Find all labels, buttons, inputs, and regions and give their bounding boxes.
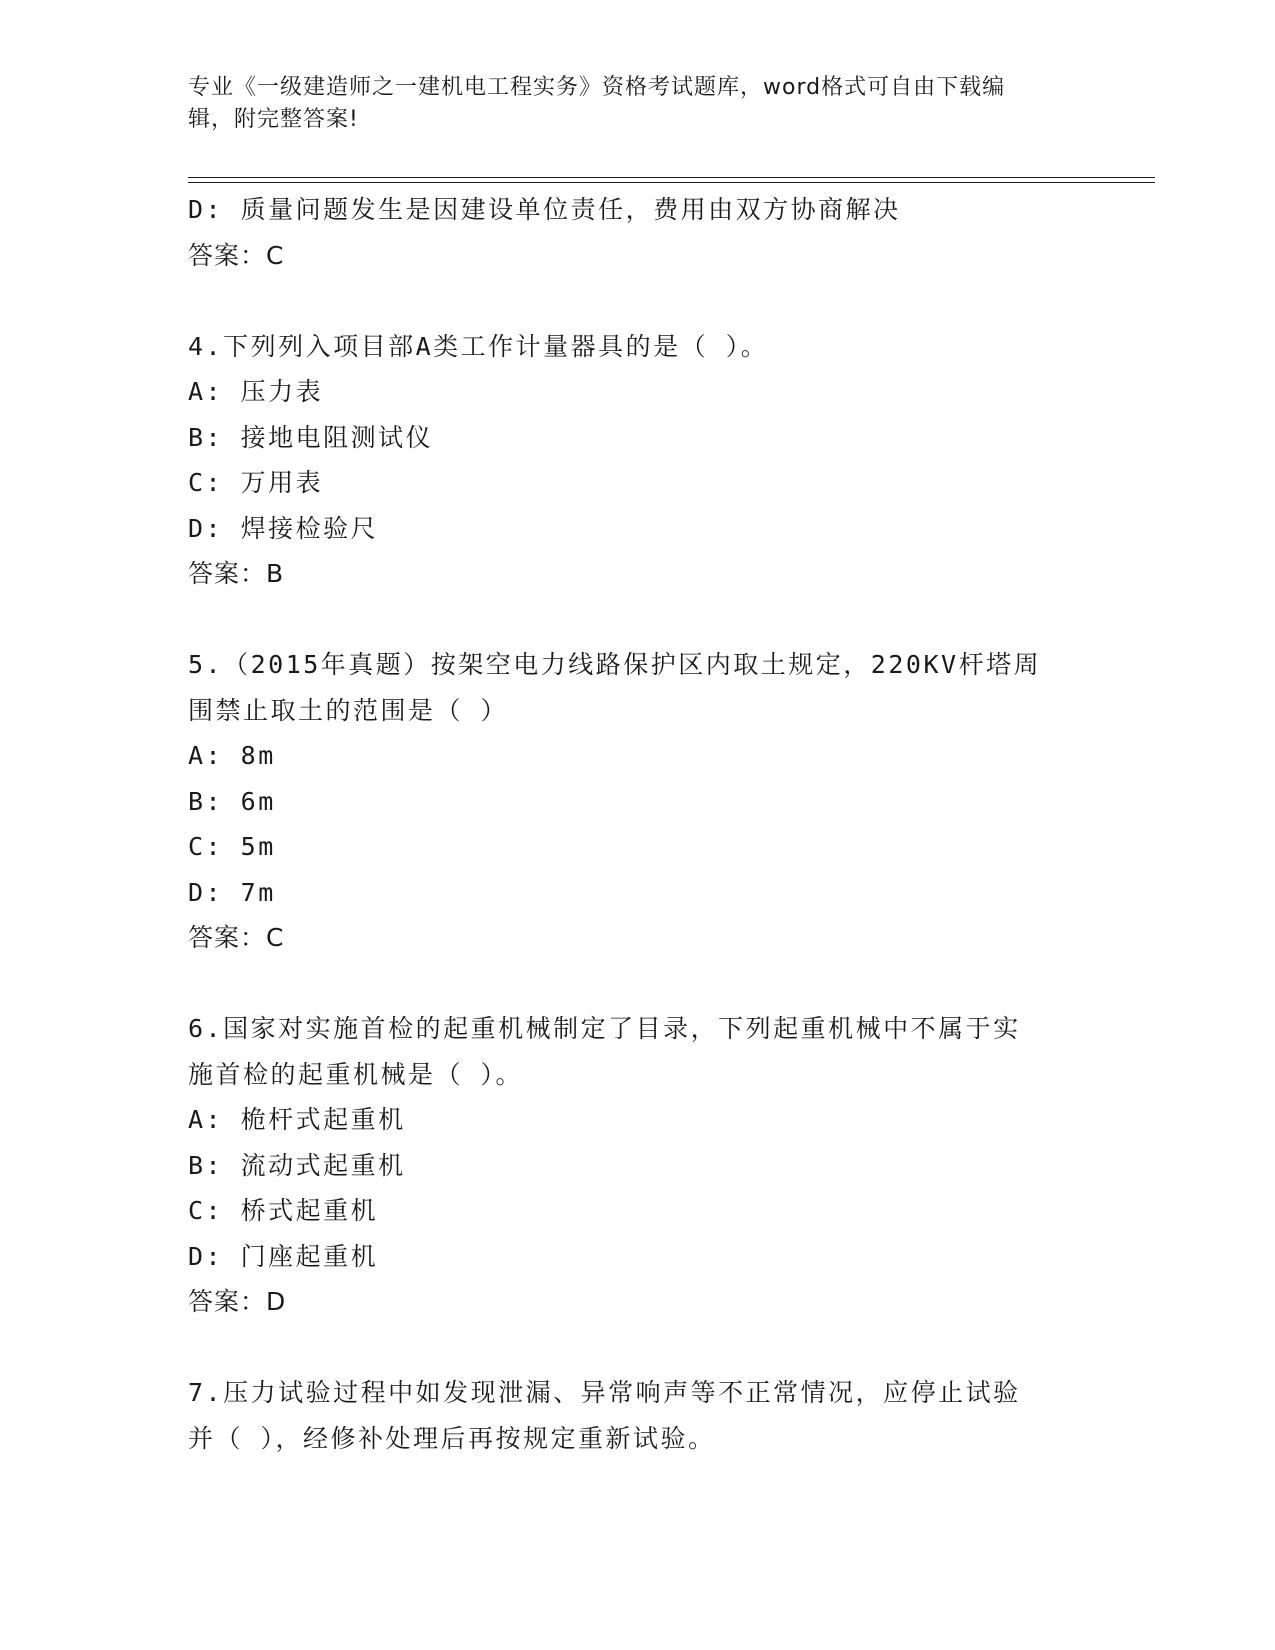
question-6-option-c: C: 桥式起重机 [188,1196,379,1225]
question-6-stem-line-1: 6.国家对实施首检的起重机械制定了目录，下列起重机械中不属于实 [188,1014,1021,1043]
spacer [188,597,1088,643]
header-divider-top [188,177,1155,178]
question-6-answer: 答案：D [188,1287,287,1316]
question-7-stem-line-1: 7.压力试验过程中如发现泄漏、异常响声等不正常情况，应停止试验 [188,1378,1021,1407]
question-5-stem-line-1: 5.（2015年真题）按架空电力线路保护区内取土规定，220KV杆塔周 [188,650,1042,679]
question-5-option-d: D: 7m [188,877,276,907]
question-3-tail [188,187,1088,278]
question-5 [188,642,1088,961]
spacer [188,961,1088,1007]
question-3-answer: 答案：C [188,240,285,270]
question-6-option-b: B: 流动式起重机 [188,1150,406,1180]
question-6-option-a: A: 桅杆式起重机 [188,1105,406,1134]
header-line-2: 辑，附完整答案! [188,107,359,132]
question-3-option-d: D: 质量问题发生是因建设单位责任，费用由双方协商解决 [188,195,901,224]
question-list [188,187,1088,1461]
question-4-option-a: A: 压力表 [188,377,324,406]
document-header [188,72,1068,136]
question-4 [188,324,1088,597]
question-6 [188,1006,1088,1325]
header-line-1: 专业《一级建造师之一建机电工程实务》资格考试题库，word格式可自由下载编 [188,75,1006,100]
question-7-stem-line-2: 并（ ），经修补处理后再按规定重新试验。 [188,1423,716,1453]
question-5-stem-line-2: 围禁止取土的范围是（ ） [188,695,509,725]
question-6-option-d: D: 门座起重机 [188,1241,379,1271]
question-4-answer: 答案：B [188,559,285,588]
question-5-option-c: C: 5m [188,832,276,861]
question-5-answer: 答案：C [188,923,285,952]
question-4-stem: 4.下列列入项目部A类工作计量器具的是（ ）。 [188,331,769,361]
question-4-option-b: B: 接地电阻测试仪 [188,422,434,452]
header-divider-bottom [188,182,1155,183]
question-5-option-b: B: 6m [188,786,276,816]
question-5-option-a: A: 8m [188,741,276,770]
question-7 [188,1370,1088,1461]
question-4-option-c: C: 万用表 [188,468,324,497]
spacer [188,278,1088,324]
question-6-stem-line-2: 施首检的起重机械是（ ）。 [188,1059,524,1089]
question-4-option-d: D: 焊接检验尺 [188,513,379,543]
spacer [188,1325,1088,1371]
